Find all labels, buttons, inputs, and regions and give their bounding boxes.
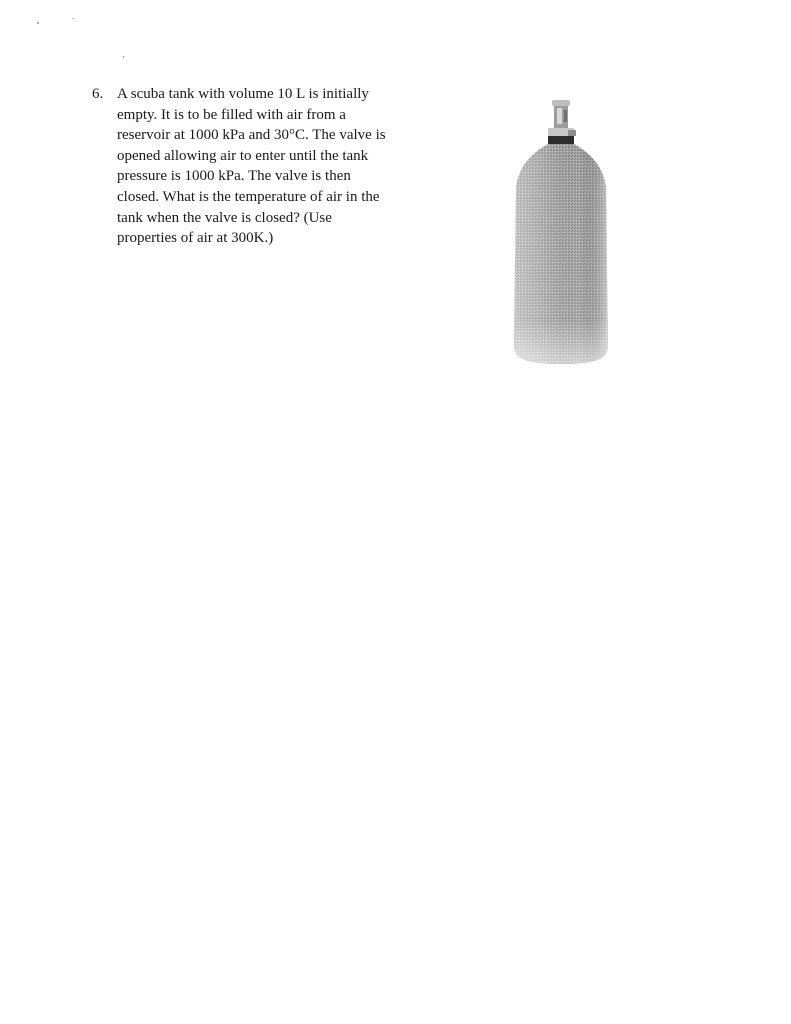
problem-line: tank when the valve is closed? (Use [117, 209, 332, 226]
scuba-tank-figure [508, 96, 616, 370]
problem-line: A scuba tank with volume 10 L is initially [117, 86, 369, 102]
scan-speck [37, 22, 39, 24]
problem-statement [117, 84, 412, 249]
scuba-tank-icon [508, 96, 616, 370]
problem-line: properties of air at 300K.) [117, 230, 274, 247]
problem-line: closed. What is the temperature of air in the [117, 188, 380, 205]
problem-6 [92, 84, 412, 249]
scan-speck [123, 56, 124, 58]
scan-speck [72, 18, 73, 19]
problem-line: reservoir at 1000 kPa and 30°C. The valve is [117, 127, 386, 144]
problem-line: opened allowing air to enter until the tank [117, 147, 369, 164]
problem-number: 6. [92, 86, 104, 102]
problem-line: empty. It is to be filled with air from a [117, 106, 346, 123]
problem-line: pressure is 1000 kPa. The valve is then [117, 168, 351, 185]
